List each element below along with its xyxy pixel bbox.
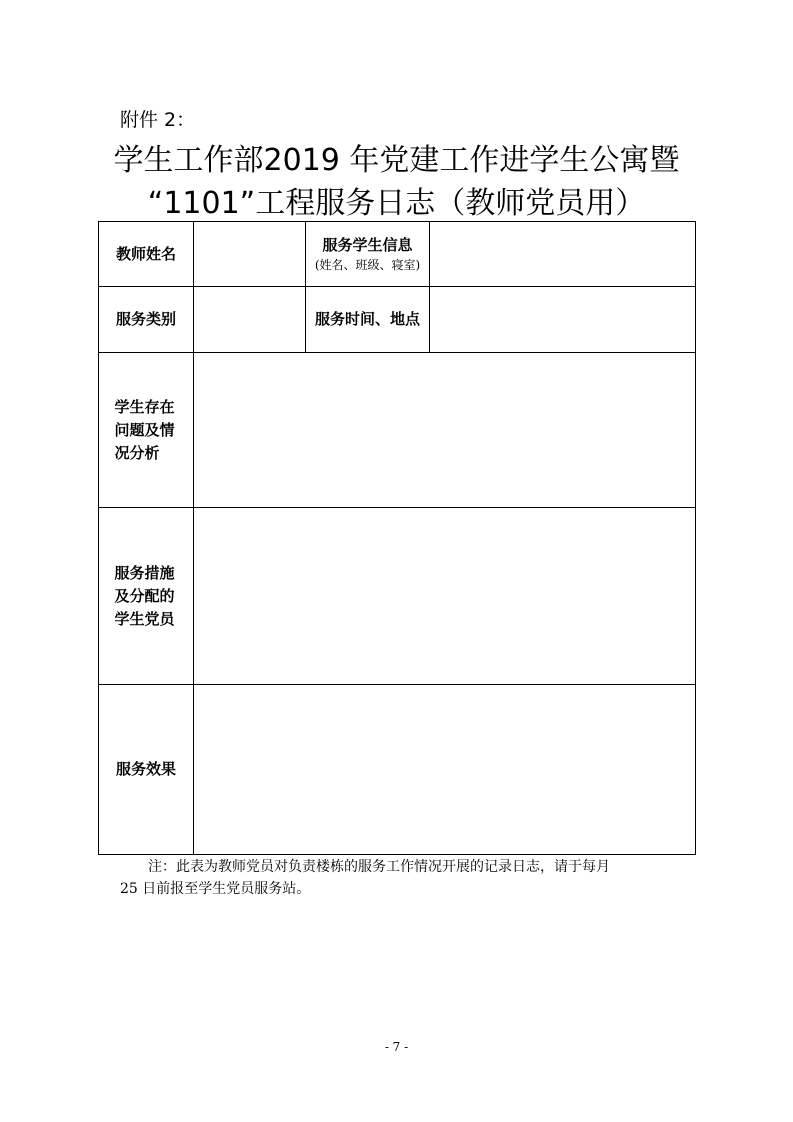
student-info-sublabel: (姓名、班级、寝室) xyxy=(314,257,421,272)
footnote-line1: 注：此表为教师党员对负责楼栋的服务工作情况开展的记录日志，请于每月 xyxy=(148,859,610,875)
document-title-line2: “1101”工程服务日志（教师党员用） xyxy=(147,186,646,221)
document-title-line1: 学生工作部2019 年党建工作进学生公寓暨 xyxy=(113,143,680,178)
service-type-field[interactable] xyxy=(194,287,306,353)
effect-field[interactable] xyxy=(194,685,696,855)
page-number: - 7 - xyxy=(384,1040,409,1054)
service-log-table xyxy=(98,221,696,855)
table-row-effect xyxy=(99,685,696,855)
service-time-place-label: 服务时间、地点 xyxy=(306,287,430,353)
footnote xyxy=(120,856,680,900)
problems-field[interactable] xyxy=(194,353,696,508)
service-type-label: 服务类别 xyxy=(99,287,194,353)
table-row-measures xyxy=(99,508,696,685)
table-row-teacher xyxy=(99,222,696,287)
table-row-problems xyxy=(99,353,696,508)
footnote-line2: 25 日前报至学生党员服务站。 xyxy=(120,881,311,897)
measures-field[interactable] xyxy=(194,508,696,685)
attachment-label: 附件 2： xyxy=(120,109,196,131)
table-row-service-type xyxy=(99,287,696,353)
problems-header xyxy=(99,353,194,508)
measures-header xyxy=(99,508,194,685)
student-info-header xyxy=(306,222,430,287)
service-time-place-field[interactable] xyxy=(430,287,696,353)
effect-label: 服务效果 xyxy=(99,685,194,855)
teacher-name-field[interactable] xyxy=(194,222,306,287)
measures-label: 服务措施及分配的学生党员 xyxy=(114,563,175,628)
student-info-label: 服务学生信息 xyxy=(322,235,413,254)
teacher-name-label: 教师姓名 xyxy=(99,222,194,287)
student-info-field[interactable] xyxy=(430,222,696,287)
problems-label: 学生存在问题及情况分析 xyxy=(114,397,175,462)
